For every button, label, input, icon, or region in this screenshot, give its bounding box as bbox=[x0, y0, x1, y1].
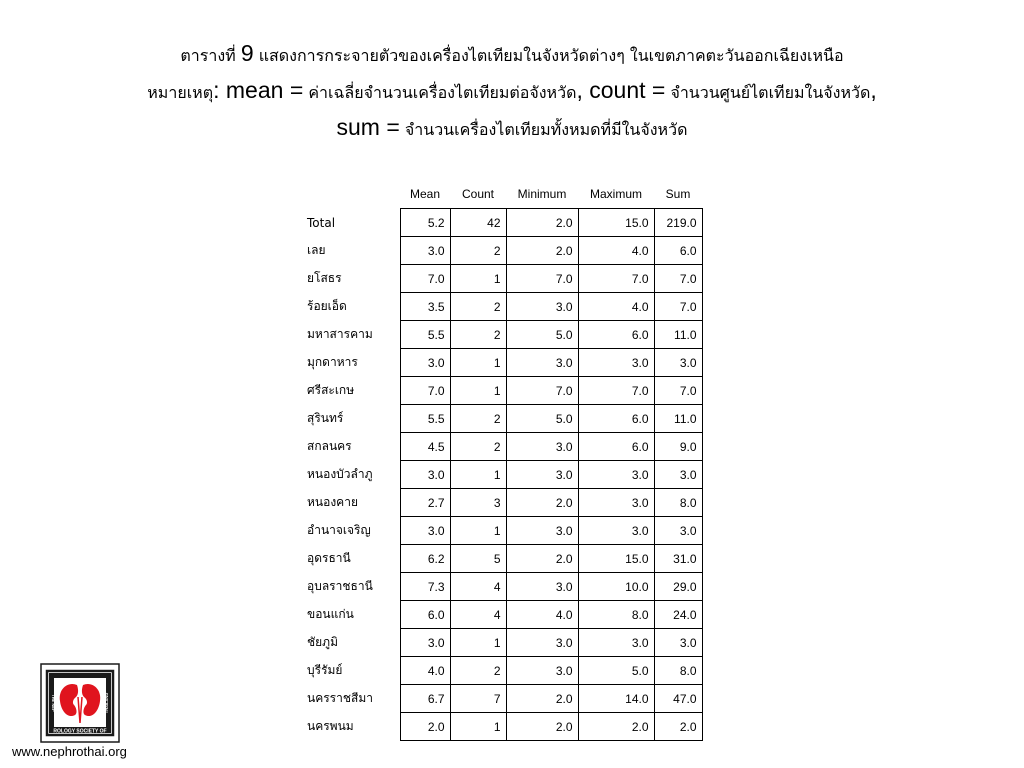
cell-mean: 5.2 bbox=[400, 209, 450, 237]
cell-count: 3 bbox=[450, 489, 506, 517]
table-row bbox=[300, 321, 702, 349]
row-label: อุบลราชธานี bbox=[307, 579, 373, 593]
row-label: ชัยภูมิ bbox=[307, 635, 338, 649]
cell-mean: 6.2 bbox=[400, 545, 450, 573]
row-label: ร้อยเอ็ด bbox=[307, 299, 347, 313]
cell-maximum: 14.0 bbox=[578, 685, 654, 713]
cell-maximum: 5.0 bbox=[578, 657, 654, 685]
title-line-2 bbox=[0, 73, 1024, 110]
cell-maximum: 15.0 bbox=[578, 209, 654, 237]
cell-minimum: 2.0 bbox=[506, 489, 578, 517]
cell-count: 1 bbox=[450, 629, 506, 657]
title-table-word: ตารางที่ bbox=[180, 46, 236, 65]
logo-right-text: THAILAND bbox=[104, 692, 109, 714]
table-row bbox=[300, 629, 702, 657]
table-row bbox=[300, 461, 702, 489]
row-label: ศรีสะเกษ bbox=[307, 383, 355, 397]
cell-minimum: 7.0 bbox=[506, 377, 578, 405]
slide-title bbox=[0, 36, 1024, 147]
table-row bbox=[300, 685, 702, 713]
cell-minimum: 3.0 bbox=[506, 629, 578, 657]
header-maximum: Maximum bbox=[589, 187, 642, 201]
cell-mean: 3.0 bbox=[400, 461, 450, 489]
cell-mean: 7.3 bbox=[400, 573, 450, 601]
note-label: หมายเหตุ bbox=[147, 83, 214, 102]
row-label: นครพนม bbox=[307, 719, 354, 733]
cell-sum: 3.0 bbox=[654, 629, 702, 657]
cell-sum: 29.0 bbox=[654, 573, 702, 601]
count-term: , count = bbox=[576, 77, 666, 103]
cell-minimum: 7.0 bbox=[506, 265, 578, 293]
statistics-table bbox=[300, 180, 703, 741]
cell-count: 1 bbox=[450, 461, 506, 489]
cell-count: 42 bbox=[450, 209, 506, 237]
cell-count: 1 bbox=[450, 517, 506, 545]
cell-count: 4 bbox=[450, 601, 506, 629]
table-row bbox=[300, 433, 702, 461]
cell-mean: 4.5 bbox=[400, 433, 450, 461]
cell-maximum: 7.0 bbox=[578, 265, 654, 293]
cell-sum: 219.0 bbox=[654, 209, 702, 237]
sum-description: จำนวนเครื่องไตเทียมทั้งหมดที่มีในจังหวัด bbox=[404, 120, 688, 139]
cell-mean: 2.0 bbox=[400, 713, 450, 741]
cell-count: 2 bbox=[450, 405, 506, 433]
cell-count: 2 bbox=[450, 433, 506, 461]
table-row bbox=[300, 657, 702, 685]
cell-count: 1 bbox=[450, 265, 506, 293]
cell-count: 1 bbox=[450, 377, 506, 405]
cell-minimum: 2.0 bbox=[506, 713, 578, 741]
cell-minimum: 3.0 bbox=[506, 433, 578, 461]
row-label: อำนาจเจริญ bbox=[307, 523, 371, 537]
cell-sum: 11.0 bbox=[654, 321, 702, 349]
cell-mean: 7.0 bbox=[400, 377, 450, 405]
cell-mean: 3.0 bbox=[400, 349, 450, 377]
mean-description: ค่าเฉลี่ยจำนวนเครื่องไตเทียมต่อจังหวัด bbox=[308, 83, 577, 102]
cell-maximum: 10.0 bbox=[578, 573, 654, 601]
cell-sum: 47.0 bbox=[654, 685, 702, 713]
cell-sum: 11.0 bbox=[654, 405, 702, 433]
table-row bbox=[300, 713, 702, 741]
cell-mean: 5.5 bbox=[400, 405, 450, 433]
row-label: มหาสารคาม bbox=[307, 327, 373, 341]
cell-sum: 9.0 bbox=[654, 433, 702, 461]
cell-sum: 31.0 bbox=[654, 545, 702, 573]
logo-bottom-text: ROLOGY SOCIETY OF bbox=[53, 728, 107, 735]
cell-minimum: 2.0 bbox=[506, 685, 578, 713]
cell-sum: 8.0 bbox=[654, 657, 702, 685]
cell-minimum: 3.0 bbox=[506, 293, 578, 321]
kidney-emblem-icon bbox=[40, 663, 120, 743]
row-label: สกลนคร bbox=[307, 439, 352, 453]
cell-maximum: 4.0 bbox=[578, 293, 654, 321]
cell-maximum: 6.0 bbox=[578, 433, 654, 461]
cell-minimum: 5.0 bbox=[506, 405, 578, 433]
cell-count: 1 bbox=[450, 349, 506, 377]
table-row bbox=[300, 209, 702, 237]
table-row bbox=[300, 265, 702, 293]
count-description: จำนวนศูนย์ไตเทียมในจังหวัด bbox=[670, 83, 871, 102]
table-row bbox=[300, 601, 702, 629]
header-count: Count bbox=[461, 187, 495, 201]
header-mean: Mean bbox=[409, 187, 441, 201]
cell-sum: 3.0 bbox=[654, 461, 702, 489]
cell-mean: 3.5 bbox=[400, 293, 450, 321]
cell-minimum: 3.0 bbox=[506, 461, 578, 489]
cell-minimum: 3.0 bbox=[506, 517, 578, 545]
table-row bbox=[300, 405, 702, 433]
cell-minimum: 2.0 bbox=[506, 545, 578, 573]
cell-sum: 8.0 bbox=[654, 489, 702, 517]
row-label: มุกดาหาร bbox=[307, 355, 358, 369]
cell-maximum: 3.0 bbox=[578, 461, 654, 489]
table-row bbox=[300, 489, 702, 517]
cell-count: 1 bbox=[450, 713, 506, 741]
row-label: อุดรธานี bbox=[307, 551, 351, 565]
table-row bbox=[300, 377, 702, 405]
cell-maximum: 3.0 bbox=[578, 489, 654, 517]
cell-count: 2 bbox=[450, 321, 506, 349]
title-table-number: 9 bbox=[240, 40, 254, 66]
mean-term: : mean = bbox=[213, 77, 304, 103]
cell-minimum: 4.0 bbox=[506, 601, 578, 629]
sum-term: sum = bbox=[336, 114, 400, 140]
cell-minimum: 2.0 bbox=[506, 209, 578, 237]
cell-mean: 5.5 bbox=[400, 321, 450, 349]
table-header-row bbox=[300, 180, 702, 209]
cell-sum: 24.0 bbox=[654, 601, 702, 629]
cell-count: 7 bbox=[450, 685, 506, 713]
cell-mean: 4.0 bbox=[400, 657, 450, 685]
header-sum: Sum bbox=[665, 187, 691, 201]
cell-mean: 3.0 bbox=[400, 517, 450, 545]
cell-mean: 3.0 bbox=[400, 629, 450, 657]
cell-maximum: 4.0 bbox=[578, 237, 654, 265]
cell-count: 5 bbox=[450, 545, 506, 573]
cell-minimum: 3.0 bbox=[506, 349, 578, 377]
cell-sum: 7.0 bbox=[654, 293, 702, 321]
title-description: แสดงการกระจายตัวของเครื่องไตเทียมในจังหวัดต่างๆ ในเขตภาคตะวันออกเฉียงเหนือ bbox=[258, 46, 844, 65]
row-label: ยโสธร bbox=[307, 271, 342, 285]
cell-maximum: 3.0 bbox=[578, 349, 654, 377]
cell-count: 4 bbox=[450, 573, 506, 601]
cell-sum: 7.0 bbox=[654, 265, 702, 293]
table-row bbox=[300, 237, 702, 265]
cell-maximum: 6.0 bbox=[578, 321, 654, 349]
logo-left-text: THE NEP bbox=[51, 694, 56, 712]
cell-sum: 2.0 bbox=[654, 713, 702, 741]
cell-mean: 6.7 bbox=[400, 685, 450, 713]
cell-sum: 3.0 bbox=[654, 517, 702, 545]
row-label: หนองบัวลำภู bbox=[307, 467, 373, 481]
cell-maximum: 3.0 bbox=[578, 517, 654, 545]
row-label: บุรีรัมย์ bbox=[307, 663, 343, 677]
cell-minimum: 3.0 bbox=[506, 573, 578, 601]
cell-count: 2 bbox=[450, 237, 506, 265]
title-line-3 bbox=[0, 110, 1024, 147]
cell-sum: 7.0 bbox=[654, 377, 702, 405]
table-row bbox=[300, 573, 702, 601]
table-row bbox=[300, 349, 702, 377]
row-label: เลย bbox=[307, 243, 326, 257]
cell-maximum: 3.0 bbox=[578, 629, 654, 657]
cell-count: 2 bbox=[450, 657, 506, 685]
title-comma: , bbox=[870, 77, 877, 103]
header-minimum: Minimum bbox=[517, 187, 567, 201]
cell-minimum: 3.0 bbox=[506, 657, 578, 685]
cell-sum: 6.0 bbox=[654, 237, 702, 265]
table-body bbox=[300, 209, 702, 741]
title-line-1 bbox=[0, 36, 1024, 73]
cell-maximum: 7.0 bbox=[578, 377, 654, 405]
row-label: นครราชสีมา bbox=[307, 691, 373, 705]
row-label: สุรินทร์ bbox=[307, 411, 344, 425]
cell-minimum: 5.0 bbox=[506, 321, 578, 349]
cell-mean: 2.7 bbox=[400, 489, 450, 517]
cell-mean: 7.0 bbox=[400, 265, 450, 293]
header-corner bbox=[300, 180, 400, 209]
cell-sum: 3.0 bbox=[654, 349, 702, 377]
table-row bbox=[300, 517, 702, 545]
table-row bbox=[300, 293, 702, 321]
cell-count: 2 bbox=[450, 293, 506, 321]
row-label: Total bbox=[307, 215, 336, 230]
cell-minimum: 2.0 bbox=[506, 237, 578, 265]
cell-mean: 6.0 bbox=[400, 601, 450, 629]
table-row bbox=[300, 545, 702, 573]
website-url[interactable]: www.nephrothai.org bbox=[12, 744, 127, 759]
cell-maximum: 6.0 bbox=[578, 405, 654, 433]
cell-maximum: 2.0 bbox=[578, 713, 654, 741]
cell-mean: 3.0 bbox=[400, 237, 450, 265]
row-label: หนองคาย bbox=[307, 495, 358, 509]
cell-maximum: 8.0 bbox=[578, 601, 654, 629]
row-label: ขอนแก่น bbox=[307, 607, 354, 621]
nephrology-society-logo bbox=[40, 663, 120, 743]
cell-maximum: 15.0 bbox=[578, 545, 654, 573]
